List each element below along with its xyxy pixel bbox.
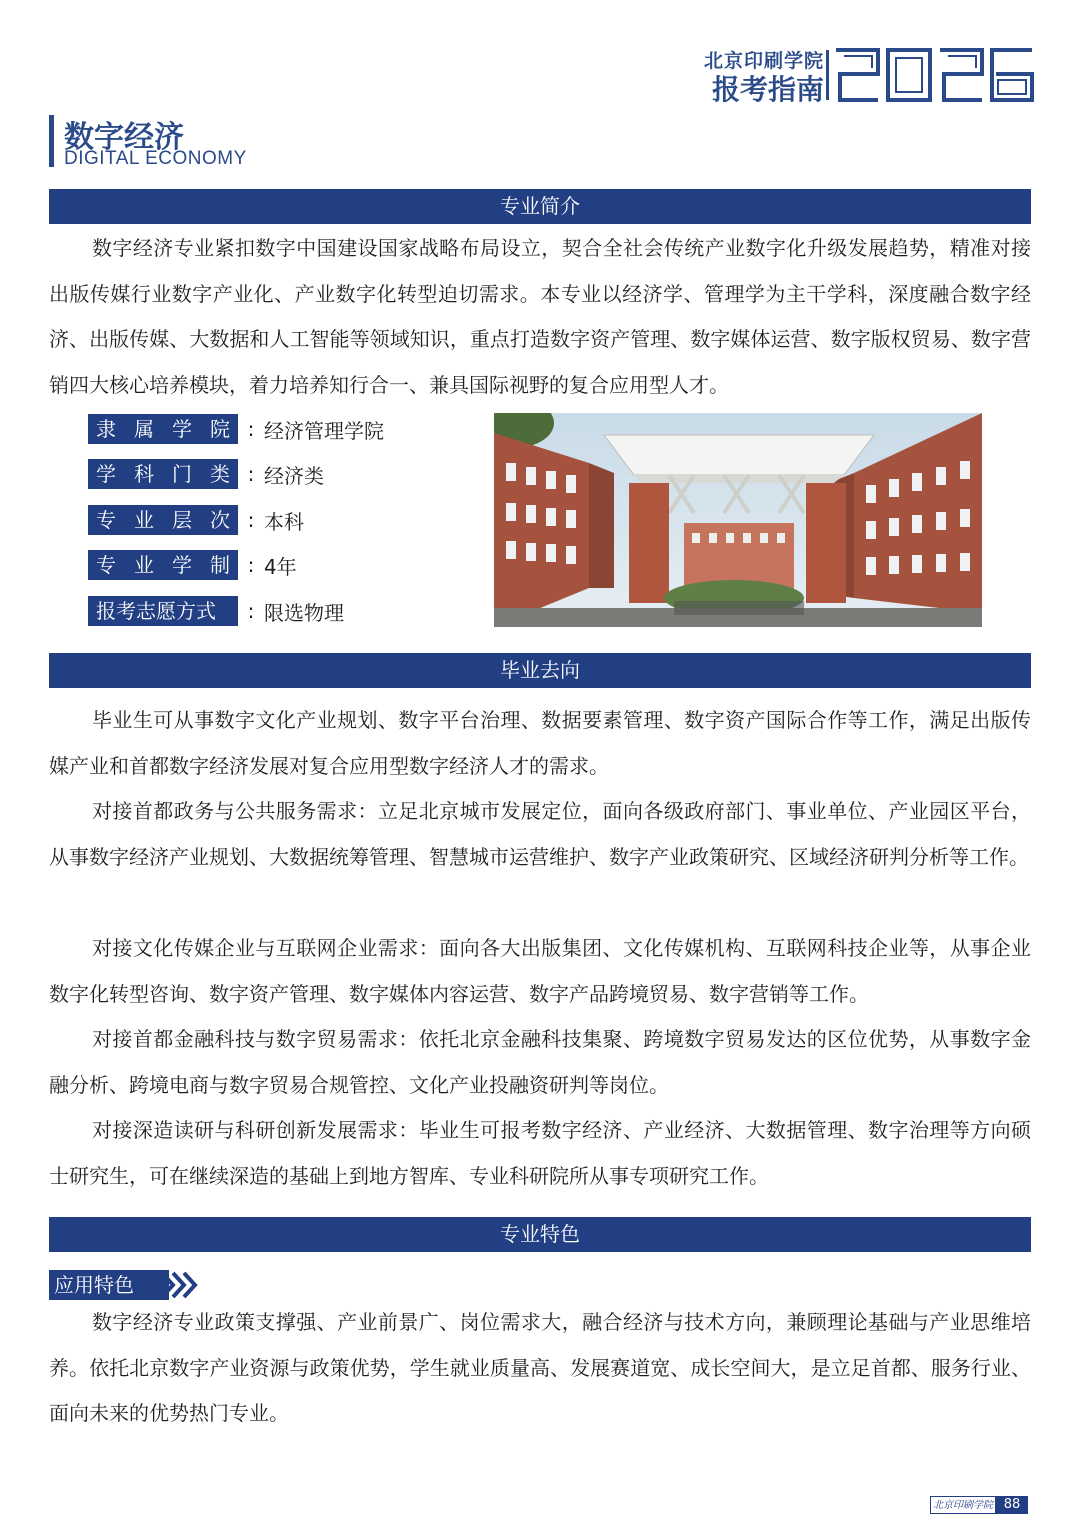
title-accent-bar: [49, 115, 54, 167]
year-text: 2026: [934, 102, 937, 103]
careers-paragraph: 对接首都政务与公共服务需求：立足北京城市发展定位，面向各级政府部门、事业单位、产业园区平台，从事数字经济产业规划、大数据统筹管理、智慧城市运营维护、数字产业政策研究、区域经济研判分析等工作。: [49, 799, 1031, 869]
page-title: 数字经济: [64, 120, 184, 155]
school-name: 北京印刷学院: [704, 50, 825, 72]
careers-paragraph: 对接深造读研与科研创新发展需求：毕业生可报考数字经济、产业经济、大数据管理、数字治理等方向硕士研究生，可在继续深造的基础上到地方智库、专业科研院所从事专项研究工作。: [49, 1118, 1031, 1188]
intro-text: 数字经济专业紧扣数字中国建设国家战略布局设立，契合全社会传统产业数字化升级发展趋势，精准对接出版传媒行业数字产业化、产业数字化转型迫切需求。本专业以经济学、管理学为主干学科，深度融合数字经济、出版传媒、大数据和人工智能等领域知识，重点打造数字资产管理、数字媒体运营、数字版权贸易、数字营销四大核心培养模块，着力培养知行合一、兼具国际视野的复合应用型人才。: [49, 236, 1031, 397]
page-subtitle: DIGITAL ECONOMY: [64, 148, 247, 169]
info-label: 专业层次: [88, 505, 238, 535]
info-value: 经济管理学院: [264, 418, 384, 443]
info-row-category: [88, 459, 324, 489]
info-value: 本科: [264, 509, 304, 534]
info-colon: :: [247, 462, 255, 486]
info-label: 报考志愿方式: [88, 596, 238, 626]
info-row-college: [88, 414, 384, 444]
info-label: 隶属学院: [88, 414, 238, 444]
guide-title: 报考指南: [711, 73, 824, 106]
info-value: 4年: [264, 554, 297, 579]
info-label: 专业学制: [88, 550, 238, 580]
campus-photo: [494, 413, 982, 627]
year-logo: [832, 44, 1037, 106]
info-row-level: [88, 505, 304, 535]
careers-paragraph: 对接首都金融科技与数字贸易需求：依托北京金融科技集聚、跨境数字贸易发达的区位优势，从事数字金融分析、跨境电商与数字贸易合规管控、文化产业投融资研判等岗位。: [49, 1027, 1031, 1097]
careers-paragraph: 毕业生可从事数字文化产业规划、数字平台治理、数据要素管理、数字资产国际合作等工作，满足出版传媒产业和首都数字经济发展对复合应用型数字经济人才的需求。: [49, 708, 1031, 778]
brand-divider: [826, 50, 829, 100]
chevrons-right-icon: [160, 1270, 200, 1300]
info-row-application: [88, 596, 344, 626]
info-colon: :: [247, 553, 255, 577]
info-value: 经济类: [264, 463, 324, 488]
info-colon: :: [247, 508, 255, 532]
info-value: 限选物理: [264, 600, 344, 625]
info-label: 学科门类: [88, 459, 238, 489]
intro-heading: 专业简介: [49, 189, 1031, 224]
feature-tag: 应用特色: [49, 1270, 169, 1300]
footer-school: 北京印刷学院: [930, 1496, 996, 1514]
page-number: 88: [996, 1496, 1028, 1514]
features-heading: 专业特色: [49, 1217, 1031, 1252]
careers-heading: 毕业去向: [49, 653, 1031, 688]
info-colon: :: [247, 417, 255, 441]
info-colon: :: [247, 599, 255, 623]
features-text: 数字经济专业政策支撑强、产业前景广、岗位需求大，融合经济与技术方向，兼顾理论基础与产业思维培养。依托北京数字产业资源与政策优势，学生就业质量高、发展赛道宽、成长空间大，是立足首都、服务行业、面向未来的优势热门专业。: [49, 1310, 1031, 1425]
careers-paragraph: 对接文化传媒企业与互联网企业需求：面向各大出版集团、文化传媒机构、互联网科技企业等，从事企业数字化转型咨询、数字资产管理、数字媒体内容运营、数字产品跨境贸易、数字营销等工作。: [49, 936, 1031, 1006]
info-row-duration: [88, 550, 297, 580]
